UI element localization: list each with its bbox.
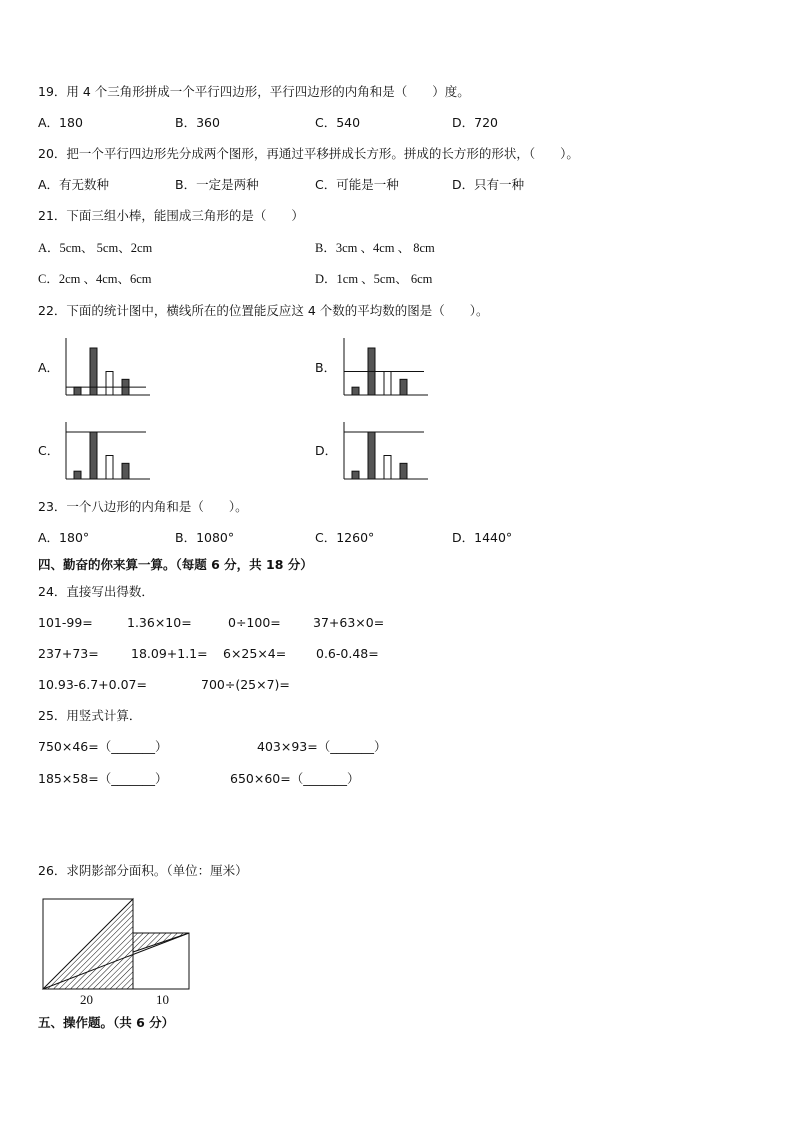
q23-option-c: C．1260°: [315, 530, 375, 545]
q24-expr: 18.09+1.1=: [131, 646, 208, 661]
label-10: 10: [156, 992, 169, 1007]
q23-stem: 23．一个八边形的内角和是（ ）。: [38, 499, 248, 514]
q20-option-c: C．可能是一种: [315, 177, 399, 192]
chart-bar: [122, 463, 129, 479]
q21-option-b: B．3cm 、4cm 、 8cm: [315, 241, 435, 255]
q20-option-a: A．有无数种: [38, 177, 110, 192]
q22-chart-c: [60, 418, 152, 482]
q26-figure: [36, 893, 196, 1013]
q24-expr: 0÷100=: [228, 615, 281, 630]
q22-chart-d: [338, 418, 430, 482]
chart-bar: [90, 432, 97, 479]
q24-stem: 24．直接写出得数．: [38, 584, 154, 599]
q24-expr: 700÷(25×7)=: [201, 677, 290, 692]
section-5-title: 五、操作题。（共 6 分）: [38, 1015, 175, 1030]
section-4-title: 四、勤奋的你来算一算。（每题 6 分，共 18 分）: [38, 557, 313, 572]
q24-expr: 237+73=: [38, 646, 99, 661]
q24-expr: 6×25×4=: [223, 646, 287, 661]
q20-stem: 20．把一个平行四边形先分成两个图形，再通过平移拼成长方形。拼成的长方形的形状，（ ）。: [38, 146, 579, 161]
q26-stem: 26．求阴影部分面积。（单位：厘米）: [38, 863, 248, 878]
chart-bar: [384, 456, 391, 480]
label-20: 20: [80, 992, 93, 1007]
chart-bar: [106, 456, 113, 480]
q21-stem: 21．下面三组小棒，能围成三角形的是（ ）: [38, 208, 304, 223]
q22-label-c: C．: [38, 443, 60, 458]
chart-bar: [368, 432, 375, 479]
q25-item: 403×93=（_______）: [257, 739, 387, 754]
q20-option-b: B．一定是两种: [175, 177, 259, 192]
q24-expr: 37+63×0=: [313, 615, 385, 630]
q22-label-a: A．: [38, 360, 60, 375]
q25-item: 650×60=（_______）: [230, 771, 360, 786]
q24-expr: 1.36×10=: [127, 615, 192, 630]
q23-option-d: D．1440°: [452, 530, 513, 545]
chart-bar: [106, 372, 113, 396]
chart-bar: [90, 348, 97, 395]
q24-expr: 10.93-6.7+0.07=: [38, 677, 147, 692]
q19-option-c: C．540: [315, 115, 361, 130]
q23-option-b: B．1080°: [175, 530, 235, 545]
chart-bar: [400, 379, 407, 395]
q21-option-d: D．1cm 、5cm、 6cm: [315, 272, 433, 286]
q20-option-d: D．只有一种: [452, 177, 525, 192]
q19-option-a: A．180: [38, 115, 83, 130]
chart-bar: [352, 471, 359, 479]
chart-bar: [74, 387, 81, 395]
q19-option-b: B．360: [175, 115, 220, 130]
q22-stem: 22．下面的统计图中，横线所在的位置能反应这 4 个数的平均数的图是（ ）。: [38, 303, 489, 318]
chart-bar: [74, 471, 81, 479]
q22-label-b: B．: [315, 360, 337, 375]
q25-item: 185×58=（_______）: [38, 771, 168, 786]
chart-bar: [400, 463, 407, 479]
chart-bar: [352, 387, 359, 395]
shaded-triangle-left: [43, 899, 133, 989]
q22-chart-b: [338, 334, 430, 398]
q22-chart-a: [60, 334, 152, 398]
q25-item: 750×46=（_______）: [38, 739, 168, 754]
chart-bar: [384, 372, 391, 396]
q24-expr: 101-99=: [38, 615, 93, 630]
q21-option-c: C．2cm 、4cm、6cm: [38, 272, 152, 286]
q23-option-a: A．180°: [38, 530, 90, 545]
q22-label-d: D．: [315, 443, 338, 458]
q24-expr: 0.6-0.48=: [316, 646, 379, 661]
q21-option-a: A．5cm、 5cm、2cm: [38, 241, 153, 255]
q19-option-d: D．720: [452, 115, 498, 130]
q25-stem: 25．用竖式计算．: [38, 708, 142, 723]
q19-stem: 19．用 4 个三角形拼成一个平行四边形，平行四边形的内角和是（ ）度。: [38, 84, 470, 99]
